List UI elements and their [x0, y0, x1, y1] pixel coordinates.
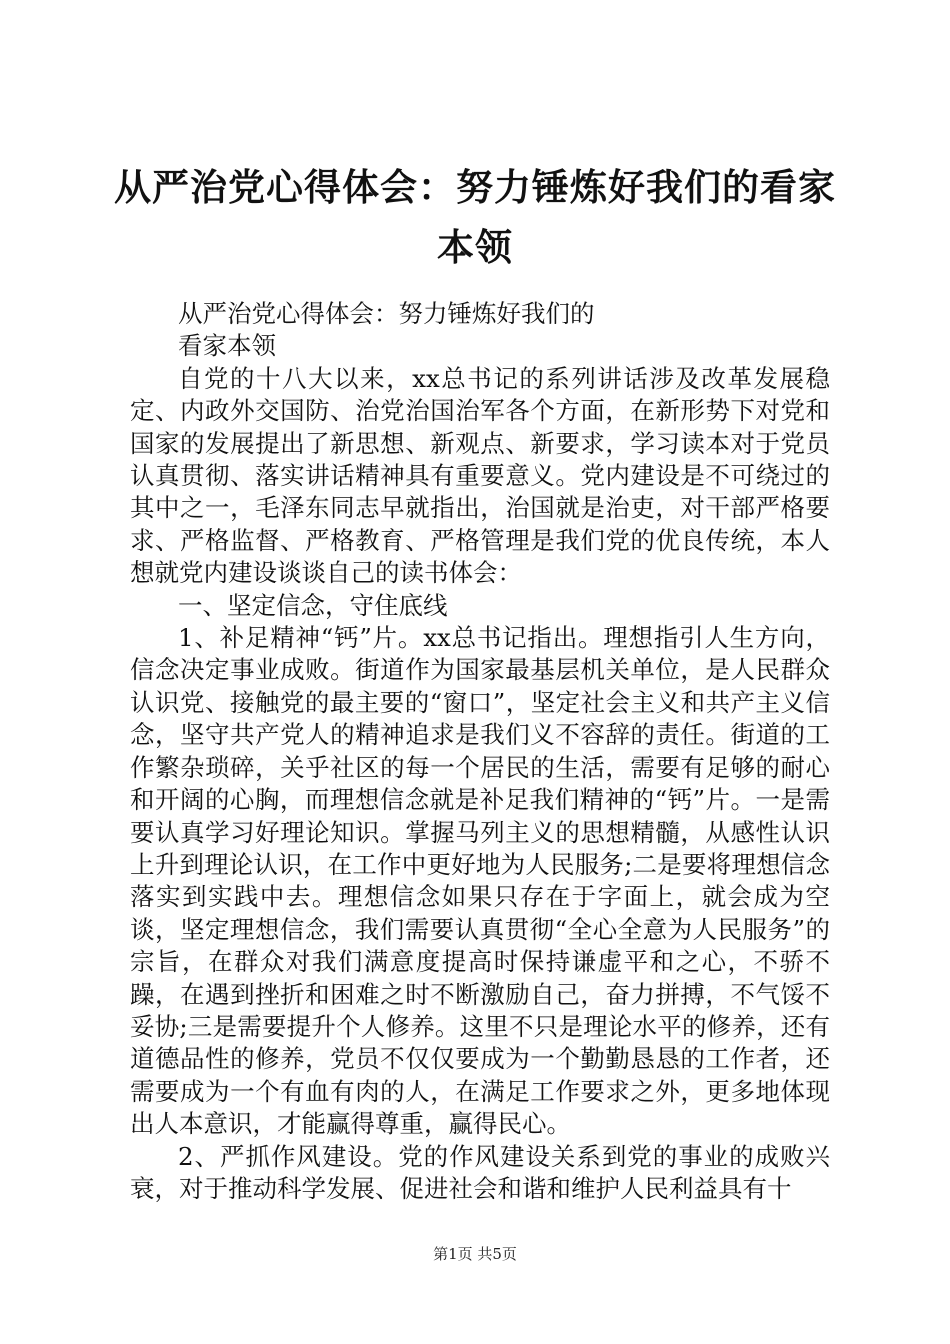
- subtitle-line-1: 从严治党心得体会：努力锤炼好我们的: [178, 299, 595, 328]
- subtitle-line-2: 看家本领: [178, 331, 276, 361]
- document-title: 从严治党心得体会：努力锤炼好我们的看家本领: [114, 166, 836, 269]
- document-body: [130, 298, 830, 1205]
- paragraph-intro: 自党的十八大以来，xx总书记的系列讲话涉及改革发展稳定、内政外交国防、治党治国治军各个方面，在新形势下对党和国家的发展提出了新思想、新观点、新要求，学习读本对于党员认真贯彻、落实讲话精神具有重要意义。党内建设是不可绕过的其中之一，毛泽东同志早就指出，治国就是治吏，对干部严格要求、严格监督、严格教育、严格管理是我们党的优良传统，本人想就党内建设谈谈自己的读书体会：: [130, 363, 830, 588]
- section-heading: 一、坚定信念，守住底线: [178, 590, 448, 620]
- paragraph-item-2: 2、严抓作风建设。党的作风建设关系到党的事业的成败兴衰，对于推动科学发展、促进社会和谐和维护人民利益具有十: [130, 1141, 830, 1203]
- page-number-footer: 第1页 共5页: [433, 1245, 517, 1263]
- paragraph-item-1: 1、补足精神“钙”片。xx总书记指出。理想指引人生方向，信念决定事业成败。街道作为国家最基层机关单位，是人民群众认识党、接触党的最主要的“窗口”，坚定社会主义和共产主义信念，坚守共产党人的精神追求是我们义不容辞的责任。街道的工作繁杂琐碎，关乎社区的每一个居民的生活，需要有足够的耐心和开阔的心胸，而理想信念就是补足我们精神的“钙”片。一是需要认真学习好理论知识。掌握马列主义的思想精髓，从感性认识上升到理论认识，在工作中更好地为人民服务;二是要将理想信念落实到实践中去。理想信念如果只存在于字面上，就会成为空谈，坚定理想信念，我们需要认真贯彻“全心全意为人民服务”的宗旨，在群众对我们满意度提高时保持谦虚平和之心，不骄不躁，在遇到挫折和困难之时不断激励自己，奋力拼搏，不气馁不妥协;三是需要提升个人修养。这里不只是理论水平的修养，还有道德品性的修养，党员不仅仅要成为一个勤勤恳恳的工作者，还需要成为一个有血有肉的人，在满足工作要求之外，更多地体现出人本意识，才能赢得尊重，赢得民心。: [130, 623, 830, 1139]
